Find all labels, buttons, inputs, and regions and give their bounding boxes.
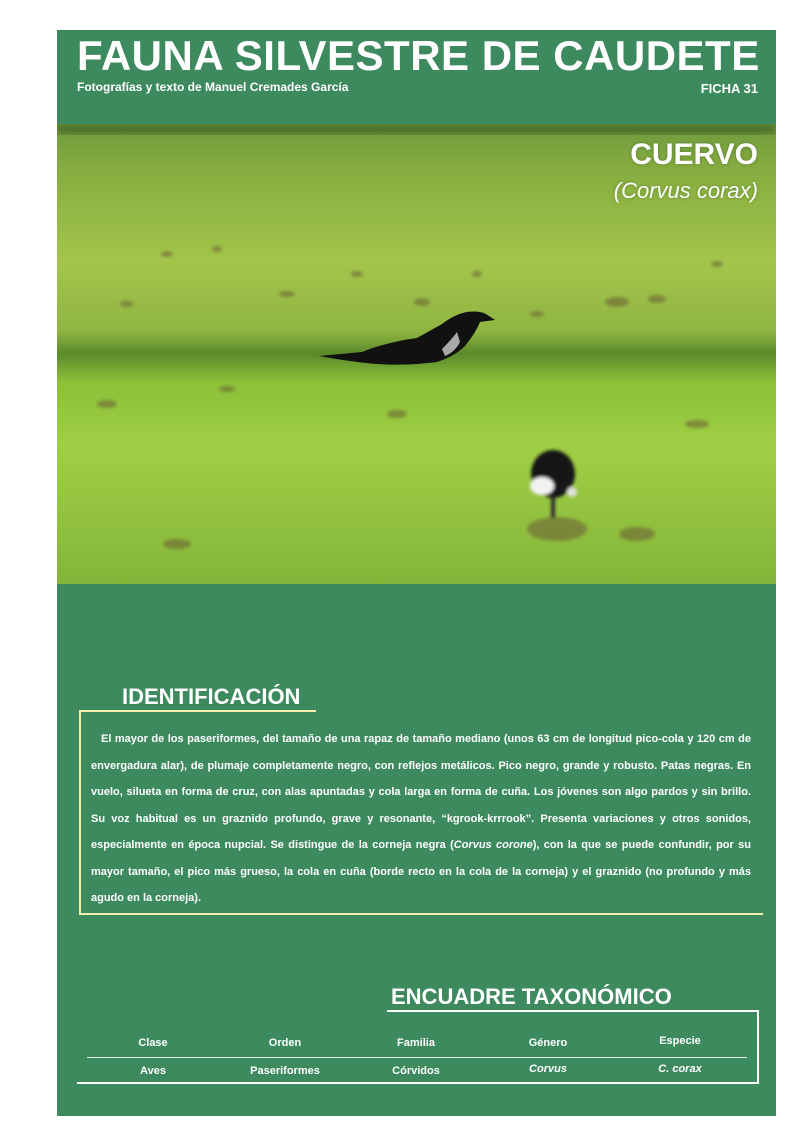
identification-heading: IDENTIFICACIÓN xyxy=(122,684,301,709)
raven-photo xyxy=(57,124,776,584)
taxonomy-heading: ENCUADRE TAXONÓMICO xyxy=(391,984,672,1009)
corvus-corone-term: Corvus corone xyxy=(453,839,533,851)
taxonomy-header-orden: Orden xyxy=(268,1037,302,1049)
taxonomy-frame-top xyxy=(387,1010,759,1012)
sheet-number: FICHA 31 xyxy=(700,81,758,96)
raven-silhouette xyxy=(319,312,495,365)
identification-text-part-1: El mayor de los paseriformes, del tamaño de una rapaz de tamaño mediano (unos 63 cm de longitud pico-cola y 120 cm de envergadura alar), de plumaje completamente negro, con reflejos metálicos. Pico negro, grande y robusto. Patas negras. En vuelo, silueta en forma de cruz, con alas apuntadas y cola larga en forma de cuña. Los jóvenes son algo pardos y sin brillo. Su voz habitual es un graznido profundo, grave y resonante, “kgrook-krrrook”. Presenta variaciones y otros sonidos, especialmente en época nupcial. Se distingue de la corneja negra ( xyxy=(91,733,751,851)
taxonomy-header-genero: Género xyxy=(528,1037,568,1049)
taxonomy-header-especie: Especie xyxy=(659,1035,701,1047)
taxonomy-value-genero: Corvus xyxy=(529,1063,567,1075)
taxonomy-header-familia: Familia xyxy=(397,1037,435,1049)
taxonomy-divider xyxy=(87,1057,747,1058)
identification-frame-bottom xyxy=(79,913,763,915)
identification-frame-top xyxy=(79,710,316,712)
taxonomy-value-clase: Aves xyxy=(140,1065,166,1077)
taxonomy-value-especie: C. corax xyxy=(658,1063,702,1075)
taxonomy-value-orden: Paseriformes xyxy=(250,1065,320,1077)
taxonomy-frame-bottom xyxy=(77,1082,759,1084)
taxonomy-value-familia: Córvidos xyxy=(392,1065,440,1077)
taxonomy-header-clase: Clase xyxy=(138,1037,168,1049)
species-scientific-name: (Corvus corax) xyxy=(613,178,758,203)
identification-frame-left xyxy=(79,710,81,915)
species-common-name: CUERVO xyxy=(630,138,758,171)
sheet-title: FAUNA SILVESTRE DE CAUDETE xyxy=(77,32,760,79)
magpie-silhouette xyxy=(530,450,577,518)
identification-text xyxy=(91,726,751,912)
taxonomy-frame-right xyxy=(757,1010,759,1084)
identification-text-part-2: ), con la que se puede confundir, por su mayor tamaño, el pico más grueso, la cola en cuña (borde recto en la cola de la corneja) y el graznido (no profundo y más agudo en la corneja). xyxy=(91,839,751,904)
fact-sheet xyxy=(57,30,776,1116)
author-credit: Fotografías y texto de Manuel Cremades García xyxy=(77,80,349,94)
